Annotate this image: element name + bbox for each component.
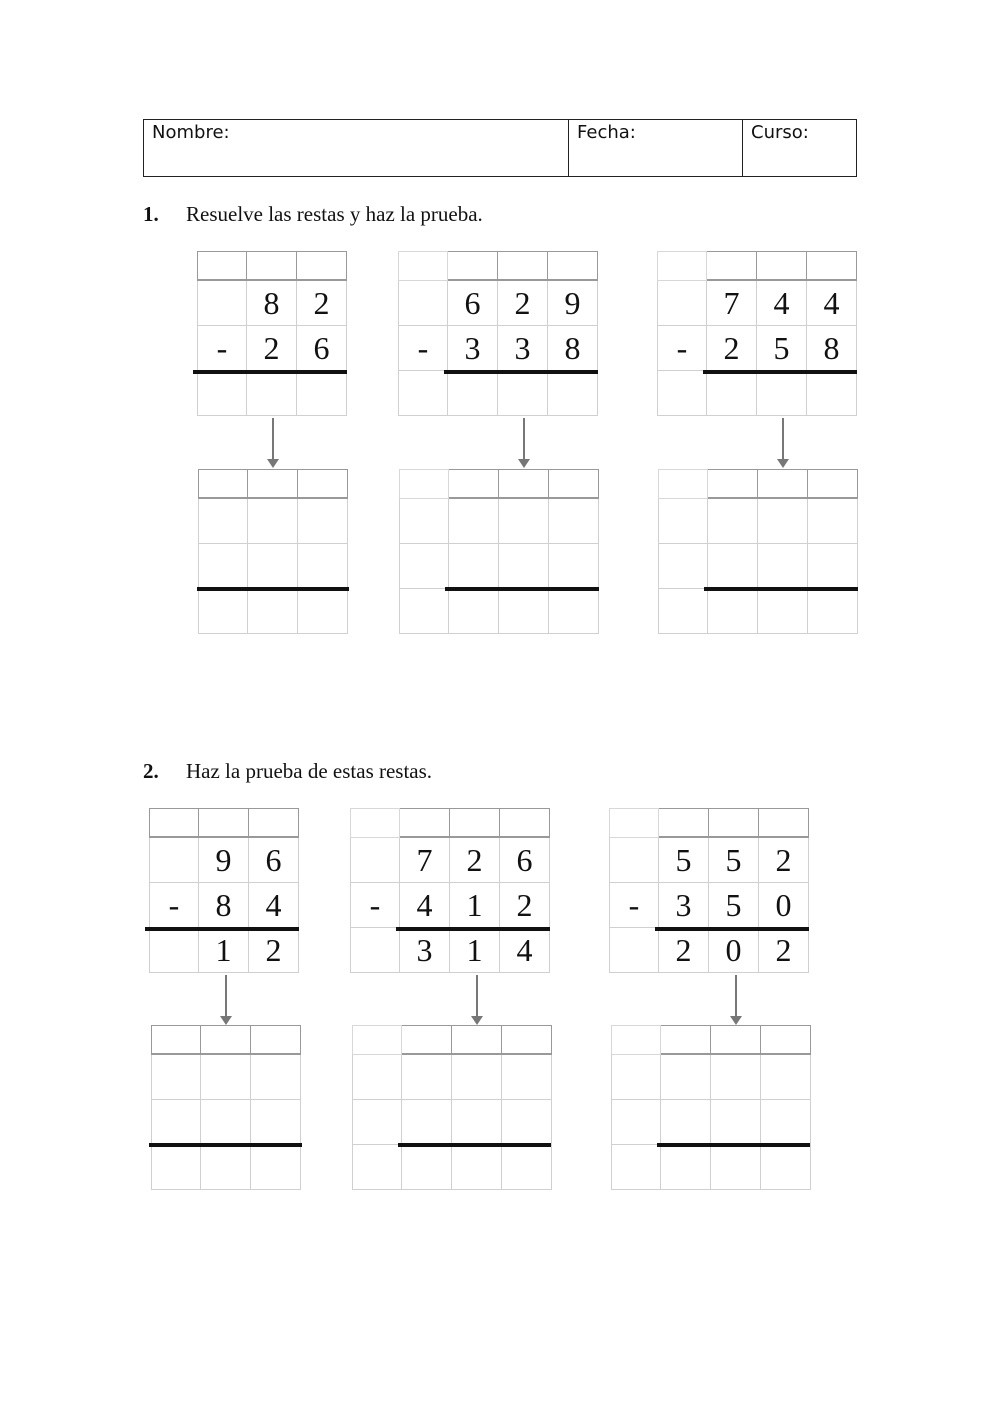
result-cell: 1: [450, 928, 500, 973]
proof-cell[interactable]: [399, 499, 449, 544]
question-2-number: 2.: [143, 759, 159, 783]
carry-cell[interactable]: [197, 251, 247, 281]
digit-cell: [350, 838, 400, 883]
minus-sign: -: [350, 883, 400, 928]
carry-cell[interactable]: [249, 808, 299, 838]
digit-cell: 2: [297, 281, 347, 326]
answer-cell[interactable]: [297, 371, 347, 416]
down-arrow-icon: [272, 418, 274, 460]
carry-cell[interactable]: [449, 469, 499, 499]
result-cell: 2: [759, 928, 809, 973]
proof-cell[interactable]: [611, 1145, 661, 1190]
carry-cell[interactable]: [251, 1025, 301, 1055]
minus-sign: -: [197, 326, 247, 371]
proof-cell[interactable]: [611, 1055, 661, 1100]
proof-cell[interactable]: [151, 1055, 201, 1100]
proof-cell[interactable]: [758, 544, 808, 589]
q1-subtraction-grid-3: [657, 251, 857, 416]
q2-subtraction-grid-3: [609, 808, 809, 973]
digit-cell: 4: [400, 883, 450, 928]
digit-cell: [657, 281, 707, 326]
q1-proof-grid-1: [198, 469, 348, 634]
question-1-heading: [143, 202, 483, 227]
carry-cell[interactable]: [807, 251, 857, 281]
proof-cell[interactable]: [711, 1100, 761, 1145]
carry-cell[interactable]: [149, 808, 199, 838]
subtraction-line: [703, 370, 857, 374]
answer-cell[interactable]: [757, 371, 807, 416]
q1-subtraction-grid-2: [398, 251, 598, 416]
down-arrow-icon: [523, 418, 525, 460]
addition-line: [197, 587, 349, 591]
proof-cell[interactable]: [399, 544, 449, 589]
carry-cell[interactable]: [758, 469, 808, 499]
down-arrow-icon: [476, 975, 478, 1017]
addition-line: [657, 1143, 810, 1147]
carry-cell[interactable]: [199, 808, 249, 838]
carry-cell[interactable]: [498, 251, 548, 281]
digit-cell: 6: [500, 838, 550, 883]
carry-cell[interactable]: [350, 808, 400, 838]
digit-cell: 2: [707, 326, 757, 371]
q1-proof-grid-3: [658, 469, 858, 634]
proof-cell[interactable]: [761, 1145, 811, 1190]
answer-cell[interactable]: [197, 371, 247, 416]
carry-cell[interactable]: [198, 469, 248, 499]
carry-cell[interactable]: [400, 808, 450, 838]
down-arrow-icon: [225, 975, 227, 1017]
digit-cell: 2: [450, 838, 500, 883]
minus-sign: -: [149, 883, 199, 928]
digit-cell: 2: [498, 281, 548, 326]
carry-cell[interactable]: [609, 808, 659, 838]
q2-subtraction-grid-1: [149, 808, 299, 973]
down-arrow-icon: [735, 975, 737, 1017]
digit-cell: 3: [659, 883, 709, 928]
carry-cell[interactable]: [761, 1025, 811, 1055]
subtraction-line: [444, 370, 598, 374]
proof-cell[interactable]: [402, 1145, 452, 1190]
digit-cell: 5: [709, 838, 759, 883]
carry-cell[interactable]: [757, 251, 807, 281]
proof-cell[interactable]: [248, 544, 298, 589]
carry-cell[interactable]: [709, 808, 759, 838]
proof-cell[interactable]: [201, 1145, 251, 1190]
q2-proof-grid-2: [352, 1025, 552, 1190]
digit-cell: 2: [759, 838, 809, 883]
proof-cell[interactable]: [549, 499, 599, 544]
digit-cell: 1: [450, 883, 500, 928]
proof-cell[interactable]: [402, 1100, 452, 1145]
proof-cell[interactable]: [708, 589, 758, 634]
proof-cell[interactable]: [201, 1100, 251, 1145]
subtraction-line: [655, 927, 809, 931]
digit-cell: 8: [199, 883, 249, 928]
digit-cell: 4: [757, 281, 807, 326]
proof-cell[interactable]: [298, 499, 348, 544]
q1-proof-grid-2: [399, 469, 599, 634]
result-cell: [149, 928, 199, 973]
carry-cell[interactable]: [151, 1025, 201, 1055]
proof-cell[interactable]: [661, 1100, 711, 1145]
fecha-label: Fecha:: [577, 122, 636, 143]
proof-cell[interactable]: [198, 544, 248, 589]
q1-subtraction-grid-1: [197, 251, 347, 416]
digit-cell: 5: [757, 326, 807, 371]
answer-cell[interactable]: [548, 371, 598, 416]
answer-cell[interactable]: [247, 371, 297, 416]
subtraction-line: [193, 370, 347, 374]
digit-cell: 2: [500, 883, 550, 928]
proof-cell[interactable]: [708, 544, 758, 589]
carry-cell[interactable]: [248, 469, 298, 499]
carry-cell[interactable]: [247, 251, 297, 281]
carry-cell[interactable]: [298, 469, 348, 499]
proof-cell[interactable]: [352, 1145, 402, 1190]
digit-cell: 7: [400, 838, 450, 883]
result-cell: 0: [709, 928, 759, 973]
carry-cell[interactable]: [448, 251, 498, 281]
proof-cell[interactable]: [251, 1100, 301, 1145]
digit-cell: [197, 281, 247, 326]
answer-cell[interactable]: [807, 371, 857, 416]
digit-cell: 7: [707, 281, 757, 326]
nombre-field[interactable]: [144, 120, 568, 176]
proof-cell[interactable]: [502, 1100, 552, 1145]
result-cell: 4: [500, 928, 550, 973]
proof-cell[interactable]: [761, 1055, 811, 1100]
carry-cell[interactable]: [549, 469, 599, 499]
minus-sign: -: [398, 326, 448, 371]
carry-cell[interactable]: [711, 1025, 761, 1055]
digit-cell: 8: [807, 326, 857, 371]
proof-cell[interactable]: [449, 544, 499, 589]
fecha-field[interactable]: [568, 120, 742, 176]
subtraction-line: [396, 927, 550, 931]
proof-cell[interactable]: [758, 589, 808, 634]
proof-cell[interactable]: [352, 1100, 402, 1145]
proof-cell[interactable]: [298, 544, 348, 589]
proof-cell[interactable]: [201, 1055, 251, 1100]
digit-cell: 3: [448, 326, 498, 371]
proof-cell[interactable]: [708, 499, 758, 544]
proof-cell[interactable]: [198, 589, 248, 634]
proof-cell[interactable]: [452, 1100, 502, 1145]
proof-cell[interactable]: [808, 499, 858, 544]
digit-cell: [149, 838, 199, 883]
proof-cell[interactable]: [151, 1145, 201, 1190]
curso-field[interactable]: [742, 120, 856, 176]
student-info-header: [143, 119, 857, 177]
digit-cell: 5: [659, 838, 709, 883]
proof-cell[interactable]: [151, 1100, 201, 1145]
proof-cell[interactable]: [661, 1055, 711, 1100]
proof-cell[interactable]: [248, 499, 298, 544]
addition-line: [704, 587, 858, 591]
proof-cell[interactable]: [499, 589, 549, 634]
proof-cell[interactable]: [449, 499, 499, 544]
proof-cell[interactable]: [452, 1145, 502, 1190]
question-1-text: Resuelve las restas y haz la prueba.: [186, 202, 483, 226]
proof-cell[interactable]: [611, 1100, 661, 1145]
carry-cell[interactable]: [452, 1025, 502, 1055]
carry-cell[interactable]: [708, 469, 758, 499]
q2-subtraction-grid-2: [350, 808, 550, 973]
carry-cell[interactable]: [611, 1025, 661, 1055]
proof-cell[interactable]: [251, 1055, 301, 1100]
carry-cell[interactable]: [297, 251, 347, 281]
q2-proof-grid-3: [611, 1025, 811, 1190]
proof-cell[interactable]: [452, 1055, 502, 1100]
carry-cell[interactable]: [657, 251, 707, 281]
carry-cell[interactable]: [661, 1025, 711, 1055]
proof-cell[interactable]: [711, 1055, 761, 1100]
down-arrow-icon: [782, 418, 784, 460]
carry-cell[interactable]: [707, 251, 757, 281]
carry-cell[interactable]: [201, 1025, 251, 1055]
digit-cell: 6: [297, 326, 347, 371]
subtraction-line: [145, 927, 299, 931]
carry-cell[interactable]: [759, 808, 809, 838]
proof-cell[interactable]: [298, 589, 348, 634]
proof-cell[interactable]: [502, 1055, 552, 1100]
proof-cell[interactable]: [658, 499, 708, 544]
digit-cell: 6: [249, 838, 299, 883]
proof-cell[interactable]: [549, 544, 599, 589]
answer-cell[interactable]: [707, 371, 757, 416]
digit-cell: 4: [807, 281, 857, 326]
proof-cell[interactable]: [248, 589, 298, 634]
digit-cell: 5: [709, 883, 759, 928]
proof-cell[interactable]: [808, 544, 858, 589]
result-cell: 2: [659, 928, 709, 973]
nombre-label: Nombre:: [152, 122, 230, 143]
proof-cell[interactable]: [499, 499, 549, 544]
proof-cell[interactable]: [758, 499, 808, 544]
digit-cell: 3: [498, 326, 548, 371]
answer-cell[interactable]: [398, 371, 448, 416]
minus-sign: -: [609, 883, 659, 928]
result-cell: [350, 928, 400, 973]
carry-cell[interactable]: [658, 469, 708, 499]
digit-cell: [609, 838, 659, 883]
digit-cell: 4: [249, 883, 299, 928]
result-cell: [609, 928, 659, 973]
proof-cell[interactable]: [658, 589, 708, 634]
carry-cell[interactable]: [548, 251, 598, 281]
carry-cell[interactable]: [352, 1025, 402, 1055]
proof-cell[interactable]: [402, 1055, 452, 1100]
addition-line: [149, 1143, 302, 1147]
result-cell: 2: [249, 928, 299, 973]
proof-cell[interactable]: [251, 1145, 301, 1190]
proof-cell[interactable]: [658, 544, 708, 589]
digit-cell: 8: [247, 281, 297, 326]
answer-cell[interactable]: [657, 371, 707, 416]
answer-cell[interactable]: [498, 371, 548, 416]
carry-cell[interactable]: [808, 469, 858, 499]
proof-cell[interactable]: [198, 499, 248, 544]
result-cell: 1: [199, 928, 249, 973]
digit-cell: 8: [548, 326, 598, 371]
digit-cell: 9: [199, 838, 249, 883]
carry-cell[interactable]: [398, 251, 448, 281]
minus-sign: -: [657, 326, 707, 371]
carry-cell[interactable]: [499, 469, 549, 499]
result-cell: 3: [400, 928, 450, 973]
carry-cell[interactable]: [402, 1025, 452, 1055]
digit-cell: 0: [759, 883, 809, 928]
proof-cell[interactable]: [502, 1145, 552, 1190]
proof-cell[interactable]: [808, 589, 858, 634]
question-2-text: Haz la prueba de estas restas.: [186, 759, 433, 783]
carry-cell[interactable]: [450, 808, 500, 838]
carry-cell[interactable]: [659, 808, 709, 838]
digit-cell: 2: [247, 326, 297, 371]
proof-cell[interactable]: [352, 1055, 402, 1100]
proof-cell[interactable]: [661, 1145, 711, 1190]
question-1-number: 1.: [143, 202, 159, 226]
proof-cell[interactable]: [711, 1145, 761, 1190]
carry-cell[interactable]: [502, 1025, 552, 1055]
question-2-heading: [143, 759, 432, 784]
curso-label: Curso:: [751, 122, 809, 143]
digit-cell: 6: [448, 281, 498, 326]
carry-cell[interactable]: [399, 469, 449, 499]
proof-cell[interactable]: [761, 1100, 811, 1145]
addition-line: [445, 587, 599, 591]
digit-cell: 9: [548, 281, 598, 326]
carry-cell[interactable]: [500, 808, 550, 838]
proof-cell[interactable]: [449, 589, 499, 634]
q2-proof-grid-1: [151, 1025, 301, 1190]
proof-cell[interactable]: [399, 589, 449, 634]
addition-line: [398, 1143, 551, 1147]
proof-cell[interactable]: [499, 544, 549, 589]
proof-cell[interactable]: [549, 589, 599, 634]
answer-cell[interactable]: [448, 371, 498, 416]
digit-cell: [398, 281, 448, 326]
